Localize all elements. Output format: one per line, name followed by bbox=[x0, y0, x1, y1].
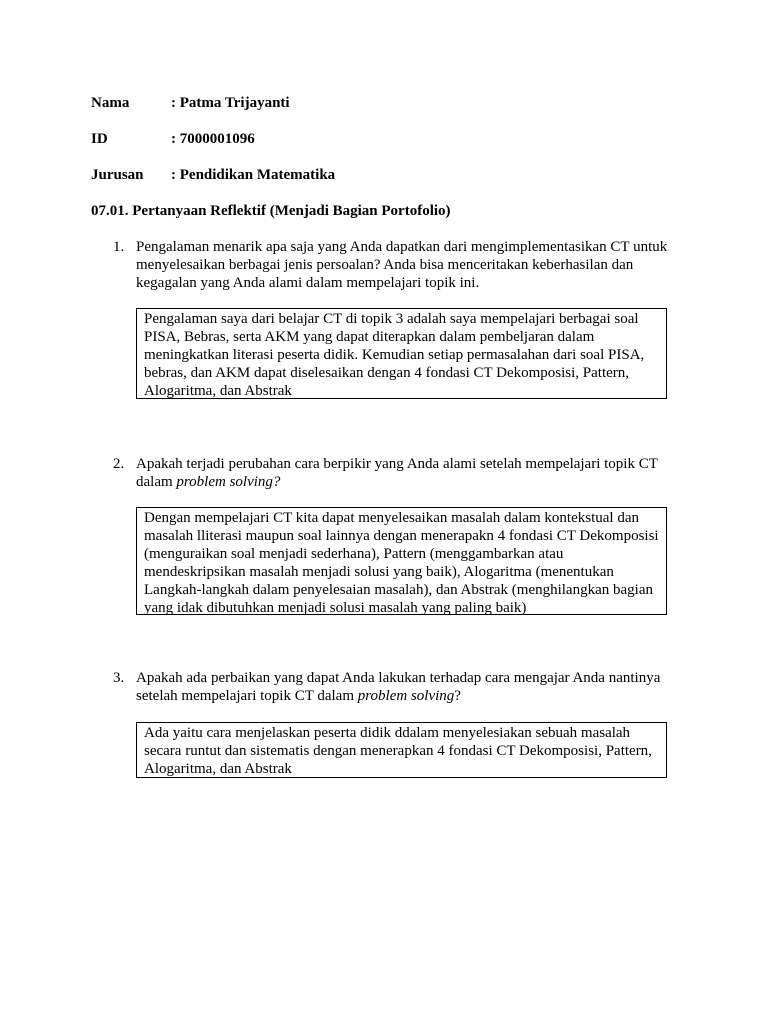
jurusan-label: Jurusan bbox=[91, 167, 144, 183]
id-label: ID bbox=[91, 131, 108, 147]
id-value: : 7000001096 bbox=[171, 131, 255, 147]
question-1-text: Pengalaman menarik apa saja yang Anda dapatkan dari mengimplementasikan CT untuk menyelesaikan berbagai jenis persoalan? Anda bisa menceritakan keberhasilan dan kegagalan yang Anda alami dalam mempelajari topik ini. bbox=[136, 239, 668, 291]
answer-box-3: Ada yaitu cara menjelaskan peserta didik ddalam menyelesiakan sebuah masalah secara runtut dan sistematis dengan menerapkan 4 fondasi CT Dekomposisi, Pattern, Alogaritma, dan Abstrak bbox=[136, 722, 667, 778]
question-3-text-end: ? bbox=[454, 688, 461, 704]
question-3-emphasis: problem solving bbox=[357, 688, 455, 704]
question-1 bbox=[113, 238, 673, 292]
id-row bbox=[91, 130, 255, 148]
question-3 bbox=[113, 669, 673, 705]
section-title: 07.01. Pertanyaan Reflektif (Menjadi Bagian Portofolio) bbox=[91, 203, 451, 219]
nama-value: : Patma Trijayanti bbox=[171, 95, 290, 111]
question-3-text-main: Apakah ada perbaikan yang dapat Anda lakukan terhadap cara mengajar Anda nantinya setelah mempelajari topik CT dalam bbox=[136, 670, 661, 704]
jurusan-row bbox=[91, 166, 335, 184]
jurusan-value: : Pendidikan Matematika bbox=[171, 167, 336, 183]
question-2-emphasis: problem solving? bbox=[176, 474, 281, 490]
nama-label: Nama bbox=[91, 95, 130, 111]
answer-box-2: Dengan mempelajari CT kita dapat menyelesaikan masalah dalam kontekstual dan masalah lliterasi maupun soal lainnya dengan menerapakn 4 fondasi CT Dekomposisi (menguraikan soal menjadi sederhana), Pattern (menggambarkan atau mendeskripsikan masalah menjadi solusi yang baik), Alogaritma (menentukan Langkah-langkah dalam penyelesaian masalah), dan Abstrak (menghilangkan bagian yang idak dibutuhkan menjadi solusi masalah yang paling baik) bbox=[136, 507, 667, 615]
question-3-number: 3. bbox=[113, 670, 125, 686]
answer-box-1: Pengalaman saya dari belajar CT di topik 3 adalah saya mempelajari berbagai soal PISA, Bebras, serta AKM yang dapat diterapkan dalam pembeljaran dalam meningkatkan literasi peserta didik. Kemudian setiap permasalahan dari soal PISA, bebras, dan AKM dapat diselesaikan dengan 4 fondasi CT Dekomposisi, Pattern, Alogaritma, dan Abstrak bbox=[136, 308, 667, 399]
question-1-number: 1. bbox=[113, 239, 125, 255]
question-2-text-main: Apakah terjadi perubahan cara berpikir yang Anda alami setelah mempelajari topik CT dalam bbox=[136, 456, 658, 490]
nama-row bbox=[91, 94, 290, 112]
question-2-number: 2. bbox=[113, 456, 125, 472]
question-2 bbox=[113, 455, 673, 491]
question-3-text bbox=[136, 669, 676, 705]
question-2-text bbox=[136, 455, 676, 491]
